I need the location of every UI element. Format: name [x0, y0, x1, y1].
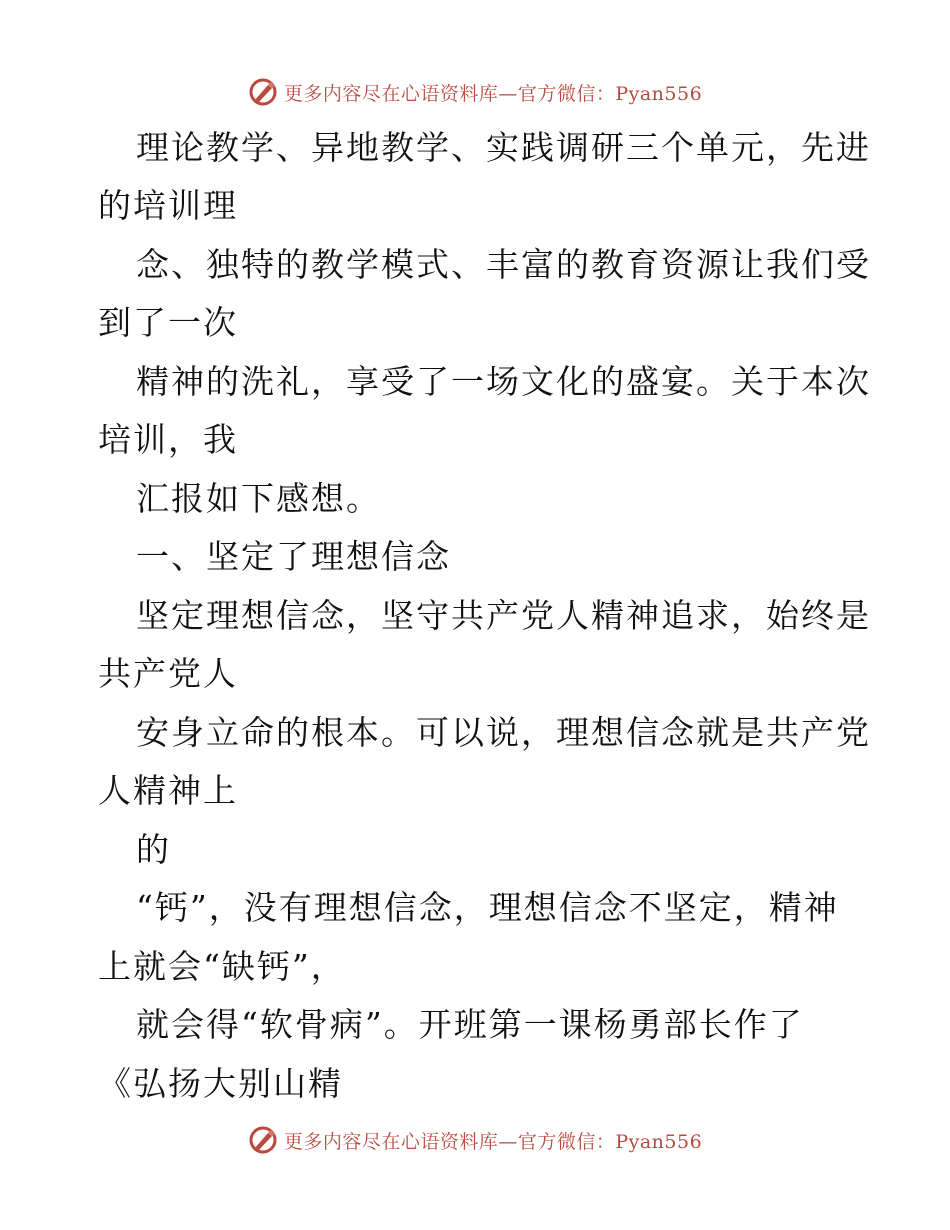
text-line: 培训，我	[98, 420, 238, 459]
text-line: 的	[136, 830, 171, 869]
text-line: 的培训理	[98, 186, 238, 225]
text-line: 《弘扬大别山精	[98, 1064, 343, 1103]
watermark-text: 更多内容尽在心语资料库—官方微信：Pyan556	[283, 1130, 703, 1153]
text-line: 到了一次	[98, 303, 238, 342]
text-line: 理论教学、异地教学、实践调研三个单元，先进	[136, 128, 871, 167]
text-line: 坚定理想信念，坚守共产党人精神追求，始终是	[136, 596, 871, 635]
text-line: 精神的洗礼，享受了一场文化的盛宴。关于本次	[136, 362, 871, 401]
pen-logo-icon	[248, 1125, 278, 1155]
text-line: 就会得“软骨病”。开班第一课杨勇部长作了	[136, 1005, 804, 1044]
section-heading: 一、坚定了理想信念	[136, 537, 451, 576]
text-line: 共产党人	[98, 654, 238, 693]
watermark-text: 更多内容尽在心语资料库—官方微信：Pyan556	[283, 82, 703, 105]
text-line: 念、独特的教学模式、丰富的教育资源让我们受	[136, 245, 871, 284]
text-line: 安身立命的根本。可以说，理想信念就是共产党	[136, 713, 871, 752]
text-line: “钙”，没有理想信念，理想信念不坚定，精神	[136, 888, 839, 927]
text-line: 上就会“缺钙”，	[98, 947, 346, 986]
footer-watermark	[0, 1120, 950, 1160]
text-line: 人精神上	[98, 771, 238, 810]
text-line: 汇报如下感想。	[136, 479, 381, 518]
